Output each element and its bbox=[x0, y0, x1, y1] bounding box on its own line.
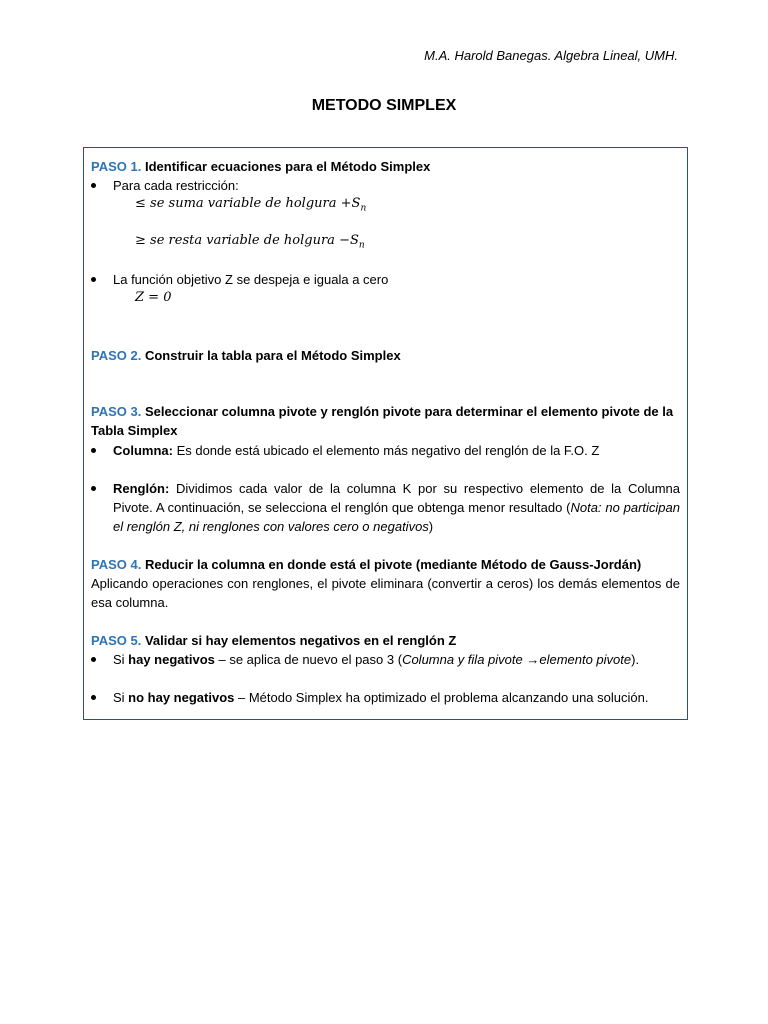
rule-leq-sub: n bbox=[360, 203, 367, 214]
paso3-title: Seleccionar columna pivote y renglón pivote para determinar el elemento pivote de la Tabla Simplex bbox=[91, 404, 674, 438]
geq-symbol: ≥ bbox=[135, 233, 146, 248]
paso2-heading bbox=[91, 346, 680, 365]
bullet-dot-icon bbox=[91, 448, 96, 453]
paso5-title: Validar si hay elementos negativos en el renglón Z bbox=[144, 633, 457, 648]
b2-text: – Método Simplex ha optimizado el problema alcanzando una solución. bbox=[234, 690, 649, 705]
z-equation: Z = 0 bbox=[135, 290, 172, 305]
paso5-label: PASO 5. bbox=[91, 633, 142, 648]
bullet-dot-icon bbox=[91, 183, 96, 188]
paso3-label: PASO 3. bbox=[91, 404, 142, 419]
renglon-text: Dividimos cada valor de la columna K por su respectivo elemento de la Columna Pivote. A continuación, se selecciona el renglón que obtenga menor resultado ( bbox=[113, 481, 680, 515]
paso1-heading bbox=[91, 157, 680, 176]
paso4-label: PASO 4. bbox=[91, 557, 142, 572]
rule-leq-term: +S bbox=[340, 196, 361, 211]
paso5-heading bbox=[91, 631, 680, 650]
renglon-note: Nota: no participan el renglón Z, ni renglones con valores cero o negativos bbox=[113, 500, 680, 534]
b1-mid: – se aplica de nuevo el paso 3 ( bbox=[214, 652, 403, 667]
rule-leq bbox=[135, 195, 366, 218]
paso2-title: Construir la tabla para el Método Simplex bbox=[144, 348, 401, 363]
rule-leq-text: se suma variable de holgura bbox=[150, 196, 337, 211]
bullet-dot-icon bbox=[91, 486, 96, 491]
paso3-heading bbox=[91, 402, 680, 440]
document-title: METODO SIMPLEX bbox=[311, 97, 457, 114]
renglon-close: ) bbox=[428, 519, 434, 534]
b1-pre: Si bbox=[113, 652, 129, 667]
paso4-heading bbox=[91, 555, 680, 574]
b1-italic1: Columna y fila pivote bbox=[402, 652, 527, 667]
paso4-body: Aplicando operaciones con renglones, el pivote eliminara (convertir a ceros) los demás elementos de esa columna. bbox=[91, 576, 680, 610]
paso1-label: PASO 1. bbox=[91, 159, 142, 174]
bullet-dot-icon bbox=[91, 695, 96, 700]
steps-box bbox=[83, 147, 688, 720]
rule-geq-text: se resta variable de holgura bbox=[150, 233, 335, 248]
bullet-dot-icon bbox=[91, 277, 96, 282]
renglon-term: Renglón: bbox=[113, 481, 170, 496]
paso1-title: Identificar ecuaciones para el Método Simplex bbox=[144, 159, 431, 174]
b2-pre: Si bbox=[113, 690, 129, 705]
rule-geq bbox=[135, 232, 365, 255]
paso1-bullet1-text: Para cada restricción: bbox=[113, 178, 239, 193]
bullet-dot-icon bbox=[91, 657, 96, 662]
leq-symbol: ≤ bbox=[135, 196, 146, 211]
b2-term: no hay negativos bbox=[128, 690, 235, 705]
arrow-right-icon: → bbox=[526, 652, 540, 667]
rule-geq-term: −S bbox=[339, 233, 359, 248]
columna-term: Columna: bbox=[113, 443, 173, 458]
columna-text: Es donde está ubicado el elemento más negativo del renglón de la F.O. Z bbox=[172, 443, 600, 458]
author-header: M.A. Harold Banegas. Algebra Lineal, UMH. bbox=[424, 48, 678, 63]
b1-end: ). bbox=[631, 652, 640, 667]
rule-geq-sub: n bbox=[358, 240, 365, 251]
paso2-label: PASO 2. bbox=[91, 348, 142, 363]
paso4-title: Reducir la columna en donde está el pivote (mediante Método de Gauss-Jordán) bbox=[144, 557, 642, 572]
paso1-bullet2-text: La función objetivo Z se despeja e iguala a cero bbox=[113, 272, 389, 287]
b1-italic2: elemento pivote bbox=[539, 652, 632, 667]
b1-term: hay negativos bbox=[128, 652, 215, 667]
